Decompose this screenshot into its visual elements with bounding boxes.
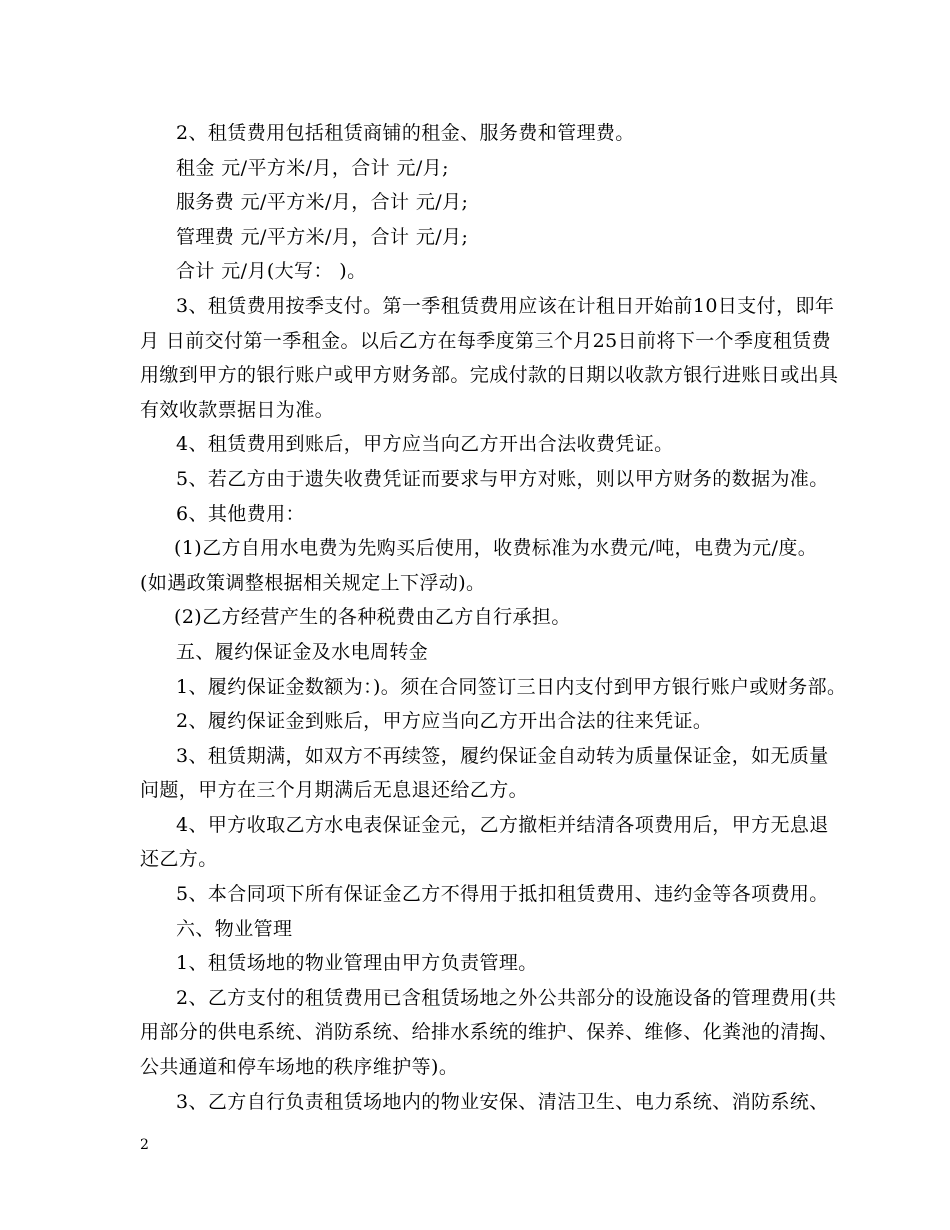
text-line: 2、乙方支付的租赁费用已含租赁场地之外公共部分的设施设备的管理费用(共: [176, 986, 837, 1009]
section-heading: 六、物业管理: [176, 917, 293, 940]
text-line: 用部分的供电系统、消防系统、给排水系统的维护、保养、维修、化粪池的清掏、: [140, 1021, 839, 1044]
section-heading: 五、履约保证金及水电周转金: [176, 640, 429, 663]
text-line: 4、租赁费用到账后，甲方应当向乙方开出合法收费凭证。: [176, 433, 674, 456]
text-line: 1、履约保证金数额为：)。须在合同签订三日内支付到甲方银行账户或财务部。: [176, 675, 847, 698]
text-line: 5、本合同项下所有保证金乙方不得用于抵扣租赁费用、违约金等各项费用。: [176, 883, 829, 906]
text-line: 用缴到甲方的银行账户或甲方财务部。完成付款的日期以收款方银行进账日或出具: [140, 364, 839, 387]
text-line: 租金 元/平方米/月，合计 元/月;: [176, 156, 449, 179]
text-line: 5、若乙方由于遗失收费凭证而要求与甲方对账，则以甲方财务的数据为准。: [176, 467, 829, 490]
text-line: 4、甲方收取乙方水电表保证金元，乙方撤柜并结清各项费用后，甲方无息退: [176, 813, 829, 836]
text-line: 3、租赁费用按季支付。第一季租赁费用应该在计租日开始前10日支付，即年: [176, 294, 835, 317]
text-line: 月 日前交付第一季租金。以后乙方在每季度第三个月25日前将下一个季度租赁费: [140, 329, 832, 352]
page-number: 2: [140, 1137, 149, 1153]
text-line: (2)乙方经营产生的各种税费由乙方自行承担。: [174, 606, 571, 629]
text-line: 合计 元/月(大写： )。: [176, 260, 367, 283]
text-line: 服务费 元/平方米/月，合计 元/月;: [176, 191, 469, 214]
text-line: 6、其他费用：: [176, 502, 305, 525]
text-line: 问题，甲方在三个月期满后无息退还给乙方。: [140, 779, 529, 802]
text-line: 有效收款票据日为准。: [140, 398, 335, 421]
text-line: 2、租赁费用包括租赁商铺的租金、服务费和管理费。: [176, 122, 635, 144]
text-line: 3、乙方自行负责租赁场地内的物业安保、清洁卫生、电力系统、消防系统、: [176, 1090, 829, 1113]
document-body: [140, 116, 847, 1119]
text-line: 2、履约保证金到账后，甲方应当向乙方开出合法的往来凭证。: [176, 710, 713, 733]
text-line: 管理费 元/平方米/月，合计 元/月;: [176, 225, 469, 248]
text-line: (1)乙方自用水电费为先购买后使用，收费标准为水费元/吨，电费为元/度。: [174, 537, 818, 560]
text-line: (如遇政策调整根据相关规定上下浮动)。: [140, 571, 486, 594]
text-line: 公共通道和停车场地的秩序维护等)。: [140, 1056, 459, 1079]
text-line: 还乙方。: [140, 848, 218, 871]
text-line: 3、租赁期满，如双方不再续签，履约保证金自动转为质量保证金，如无质量: [176, 744, 829, 767]
text-line: 1、租赁场地的物业管理由甲方负责管理。: [176, 952, 538, 975]
